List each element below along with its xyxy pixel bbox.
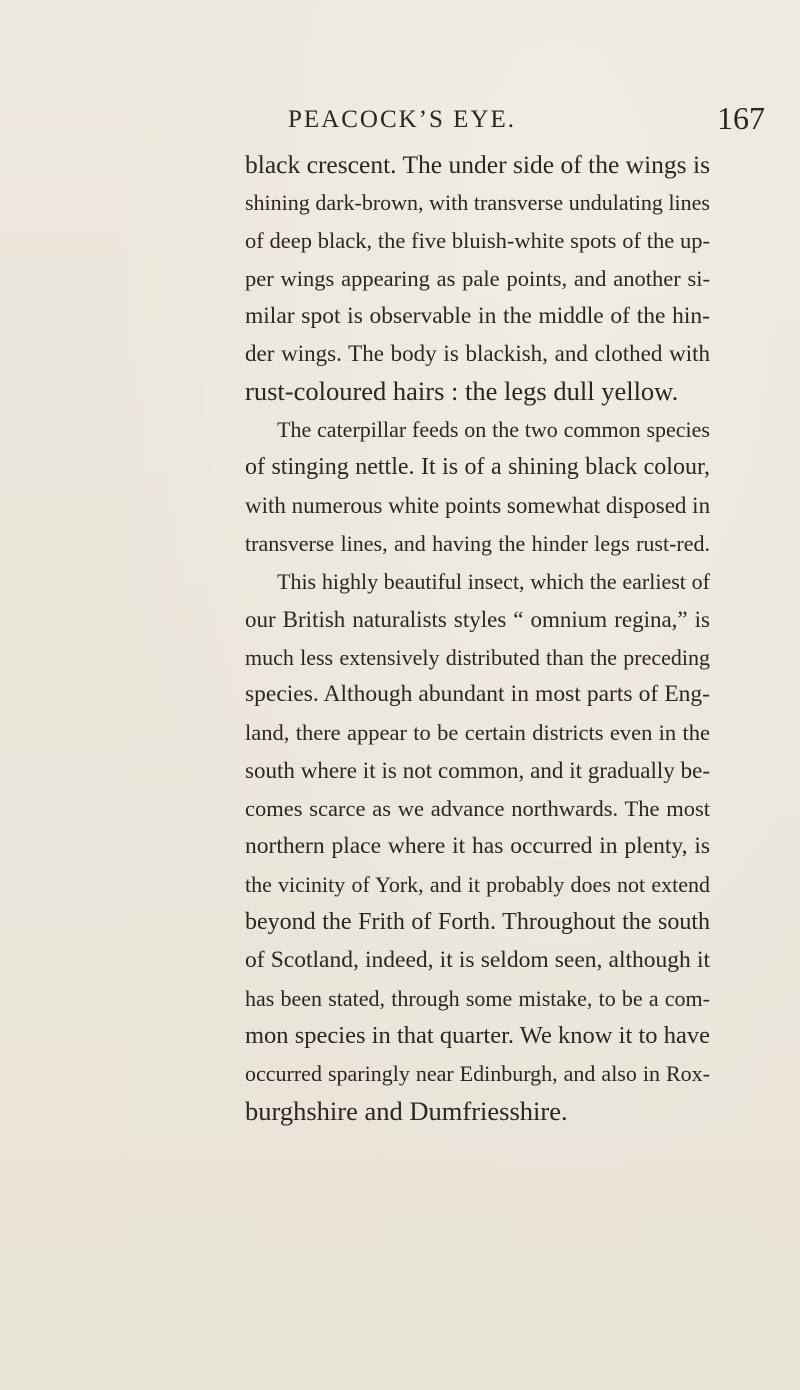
- text-line: of stinging nettle. It is of a shining black colour,: [245, 454, 710, 481]
- text-line: south where it is not common, and it gradually be-: [245, 758, 710, 784]
- text-line: land, there appear to be certain districts even in the: [245, 720, 710, 746]
- paragraph-start: This highly beautiful insect, which the earliest of: [277, 568, 710, 594]
- text-line: of Scotland, indeed, it is seldom seen, although it: [245, 946, 710, 973]
- text-line: der wings. The body is blackish, and clothed with: [245, 341, 710, 367]
- paragraph-start: The caterpillar feeds on the two common species: [277, 417, 710, 443]
- text-line: of deep black, the five bluish-white spots of the up-: [245, 227, 710, 253]
- text-line: shining dark-brown, with transverse undulating lines: [245, 189, 710, 215]
- text-line: the vicinity of York, and it probably does not extend: [245, 871, 710, 897]
- text-line: northern place where it has occurred in plenty, is: [245, 833, 710, 860]
- text-line: black crescent. The under side of the wings is: [245, 150, 710, 179]
- body-text: [245, 146, 710, 1131]
- page-number: 167: [717, 100, 765, 136]
- text-line: comes scarce as we advance northwards. The most: [245, 796, 710, 822]
- text-line: beyond the Frith of Forth. Throughout the south: [245, 908, 710, 935]
- text-line: per wings appearing as pale points, and another si-: [245, 265, 710, 291]
- text-line: with numerous white points somewhat disposed in: [245, 493, 711, 519]
- text-line: rust-coloured hairs : the legs dull yellow.: [245, 376, 679, 407]
- running-header: [0, 100, 800, 140]
- text-line: occurred sparingly near Edinburgh, and also in Rox-: [245, 1061, 710, 1087]
- text-line: much less extensively distributed than the preceding: [245, 644, 710, 670]
- text-line: our British naturalists styles “ omnium regina,” is: [245, 606, 710, 632]
- text-line: milar spot is observable in the middle of the hin-: [245, 302, 710, 329]
- text-line: has been stated, through some mistake, to be a com-: [245, 985, 710, 1011]
- text-line: mon species in that quarter. We know it to have: [245, 1022, 710, 1050]
- text-line: transverse lines, and having the hinder legs rust-red.: [245, 530, 710, 556]
- text-line: species. Although abundant in most parts of Eng-: [245, 681, 710, 708]
- text-line: burghshire and Dumfriesshire.: [245, 1096, 568, 1127]
- running-title: PEACOCK’S EYE.: [288, 106, 517, 133]
